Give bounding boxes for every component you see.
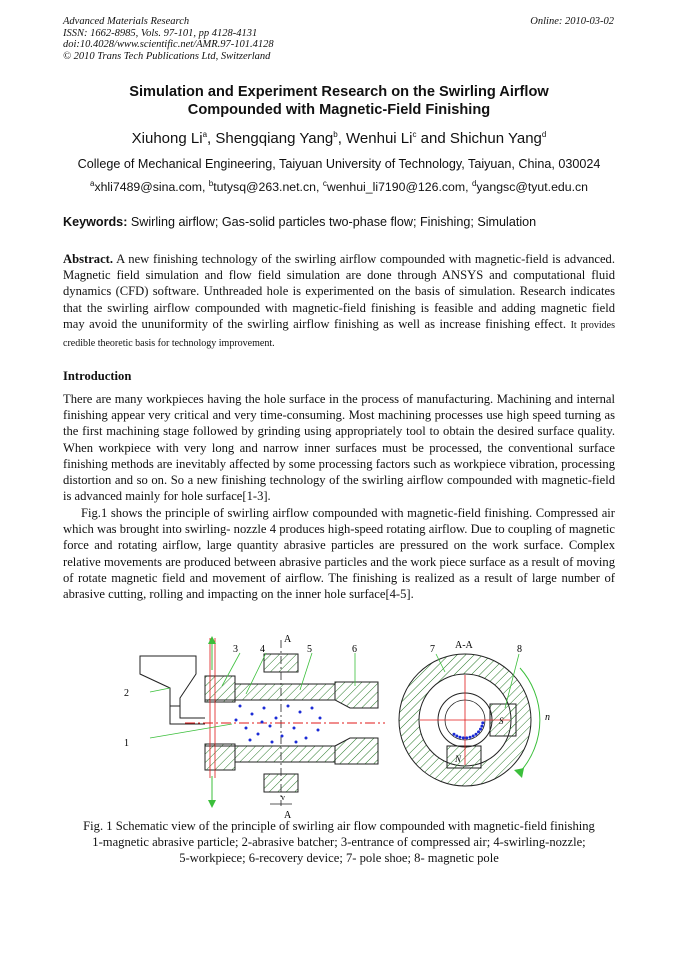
- particle: [458, 736, 461, 739]
- particle: [311, 707, 314, 710]
- author-separator: ,: [337, 130, 347, 147]
- abstract: [63, 251, 615, 352]
- email-marker: d: [471, 179, 477, 188]
- section-label-top: A: [284, 634, 292, 645]
- author-affil-marker: c: [412, 130, 417, 139]
- keywords: [63, 215, 615, 229]
- flow-arrowhead-down: [208, 800, 216, 808]
- intro-paragraph-2: Fig.1 shows the principle of swirling airflow compounded with magnetic-field finishing. Compressed air which was brought into swirling- nozzle 4 produces high-speed rotating airflow. Due to coupling of magnetic force and rotating airflow, large quantity abrasive particles are pressured on the work surface. Complex relative movements are produced between abrasive particles and the work piece surface as a result of moving of rotate magnetic field and movement of airflow. The finishing is realized as a result of large number of abrasive cutting, rolling and impacting on the inner hole surface[4-5].: [63, 506, 615, 602]
- label-2: 2: [124, 688, 129, 699]
- particle: [281, 735, 284, 738]
- section-title: A-A: [455, 640, 473, 651]
- header-info: [63, 16, 274, 62]
- label-rotation-speed: n: [545, 712, 550, 723]
- abstract-text: A new finishing technology of the swirling airflow compounded with magnetic-field is advanced. Magnetic field simulation and flow field simulation are done through ANSYS and computational fluid dynamics (CFD) software. Unthreaded hole is experimented on the basis of simulation. Research indicates that the swirling airflow compounded with magnetic-field finishing is feasible and adding magnetic field may avoid the ununiformity of the swirling airflow finishing as well as increase finishing effect.: [63, 252, 615, 331]
- label-5: 5: [307, 644, 312, 655]
- particle: [245, 727, 248, 730]
- email-marker: b: [208, 179, 214, 188]
- caption-line-2: 1-magnetic abrasive particle; 2-abrasive batcher; 3-entrance of compressed air; 4-swirling-nozzle;: [92, 835, 586, 850]
- label-3: 3: [233, 644, 238, 655]
- caption-line-3: 5-workpiece; 6-recovery device; 7- pole shoe; 8- magnetic pole: [179, 851, 499, 866]
- schematic-diagram: [0, 628, 678, 823]
- issn-line: ISSN: 1662-8985, Vols. 97-101, pp 4128-4131: [63, 27, 258, 39]
- email-separator: ,: [201, 180, 209, 195]
- email-separator: ,: [315, 180, 323, 195]
- email-address[interactable]: wenhui_li7190@126.com: [326, 180, 466, 195]
- author-affil-marker: a: [202, 130, 208, 139]
- particle: [261, 721, 264, 724]
- author-affil-marker: d: [541, 130, 547, 139]
- affiliation: College of Mechanical Engineering, Taiyuan University of Technology, Taiyuan, China, 030024: [77, 157, 601, 171]
- doi-line: doi:10.4028/www.scientific.net/AMR.97-101.4128: [63, 39, 274, 50]
- author-name: Shichun Yang: [449, 130, 542, 147]
- email-separator: ,: [465, 180, 472, 195]
- figure-caption: [40, 818, 638, 867]
- nozzle-body-bottom: [205, 744, 235, 770]
- particle: [269, 725, 272, 728]
- author-name: Wenhui Li: [346, 130, 413, 147]
- particle: [295, 741, 298, 744]
- particle: [479, 728, 482, 731]
- particle: [481, 721, 484, 724]
- magnetic-pole-n: [447, 746, 481, 768]
- section-heading-introduction: Introduction: [63, 369, 132, 383]
- author-affil-marker: b: [333, 130, 338, 139]
- particle: [472, 735, 475, 738]
- recovery-device-bottom: [335, 738, 378, 764]
- particle: [305, 737, 308, 740]
- particle: [317, 729, 320, 732]
- velocity-label: v: [281, 793, 285, 802]
- rotation-arrowhead: [514, 768, 524, 778]
- abstract-tail: It provides credible theoretic basis for technology improvement.: [63, 319, 615, 350]
- batcher-pipe: [170, 706, 205, 724]
- particle: [257, 733, 260, 736]
- label-8: 8: [517, 644, 522, 655]
- label-4: 4: [260, 644, 265, 655]
- abstract-label: Abstract.: [63, 252, 114, 266]
- particle: [319, 717, 322, 720]
- label-6: 6: [352, 644, 357, 655]
- particle: [249, 739, 252, 742]
- particle: [455, 735, 458, 738]
- journal-name: Advanced Materials Research: [63, 16, 190, 27]
- particle: [239, 705, 242, 708]
- particle: [480, 725, 483, 728]
- particle: [469, 736, 472, 739]
- figure-1: [0, 628, 678, 823]
- nozzle-body-top: [205, 676, 235, 702]
- label-1: 1: [124, 738, 129, 749]
- author-list: [63, 130, 615, 147]
- label-s-pole: S: [499, 716, 504, 726]
- particle: [235, 719, 238, 722]
- cross-section-view: [399, 640, 550, 786]
- particle: [462, 736, 465, 739]
- particle: [475, 733, 478, 736]
- online-date: Online: 2010-03-02: [530, 16, 614, 27]
- caption-line-1: Fig. 1 Schematic view of the principle of swirling air flow compounded with magnetic-field finishing: [83, 819, 595, 833]
- title-line-2: Compounded with Magnetic-Field Finishing: [187, 102, 491, 118]
- author-separator: ,: [207, 130, 216, 147]
- keywords-text: Swirling airflow; Gas-solid particles two-phase flow; Finishing; Simulation: [130, 215, 537, 229]
- email-list: [63, 179, 615, 194]
- email-marker: a: [89, 179, 95, 188]
- email-address[interactable]: tutysq@263.net.cn: [213, 180, 316, 195]
- label-n-pole: N: [455, 754, 462, 764]
- author-separator: and: [416, 130, 450, 147]
- workpiece-bottom: [235, 746, 335, 762]
- particle: [452, 733, 455, 736]
- particle: [299, 711, 302, 714]
- label-7: 7: [430, 644, 435, 655]
- paper-title: [63, 83, 615, 119]
- particle: [275, 717, 278, 720]
- author-name: Shengqiang Yang: [215, 130, 334, 147]
- particle: [263, 707, 266, 710]
- particle: [251, 713, 254, 716]
- particle: [477, 730, 480, 733]
- email-address[interactable]: xhli7489@sina.com: [94, 180, 202, 195]
- email-marker: c: [322, 179, 327, 188]
- particle: [287, 705, 290, 708]
- keywords-label: Keywords:: [63, 215, 128, 229]
- particle: [293, 727, 296, 730]
- abrasive-particles: [235, 705, 322, 744]
- side-view: [124, 634, 385, 821]
- recovery-device-top: [335, 682, 378, 708]
- particle: [271, 741, 274, 744]
- title-line-1: Simulation and Experiment Research on the Swirling Airflow: [129, 84, 549, 100]
- particle: [465, 736, 468, 739]
- section-label-bottom: A: [284, 810, 292, 821]
- copyright-line: © 2010 Trans Tech Publications Ltd, Switzerland: [63, 50, 271, 62]
- email-address[interactable]: yangsc@tyut.edu.cn: [476, 180, 588, 195]
- author-name: Xiuhong Li: [131, 130, 203, 147]
- intro-paragraph-1: There are many workpieces having the hole surface in the process of manufacturing. Machining and internal finishing appear very critical and very time-consuming. Most machining processes use high speed turning as the first machining stage followed by grinding using appropriately tool to obtain the desired surface quality. When workpiece with very long and narrow inner surfaces must be processed, the conventional surface finishing methods are inevitably affected by some processing factors such as workpiece vibration, processing distortion and so on. So a new finishing technology of the swirling airflow compounded with magnetic-field is advanced mainly for hole surface[1-3].: [63, 392, 615, 504]
- abrasive-batcher: [140, 656, 196, 706]
